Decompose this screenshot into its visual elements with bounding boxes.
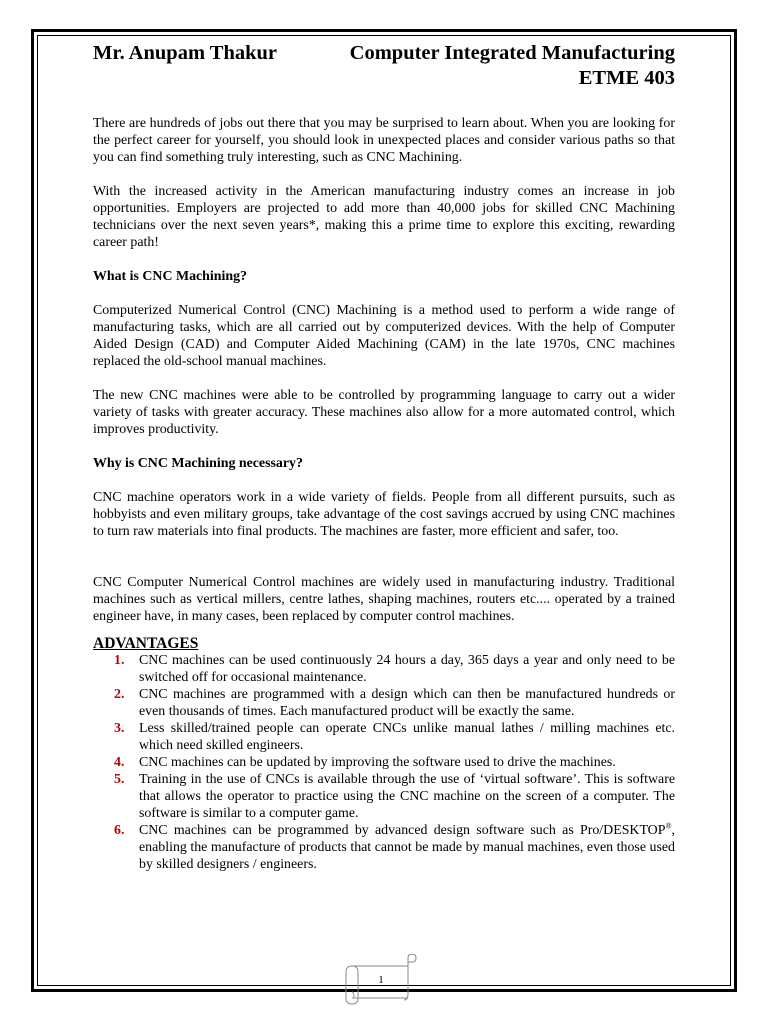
list-number: 3. xyxy=(114,721,125,736)
list-item xyxy=(93,686,675,720)
course-info xyxy=(350,41,675,91)
paragraph-operators: CNC machine operators work in a wide variety of fields. People from all different pursuits, such as hobbyists and even military groups, take advantage of the cost savings accrued by using CNC machines to turn raw materials into final products. The machines are faster, more efficient and safer, too. xyxy=(93,490,675,539)
list-number: 1. xyxy=(114,653,125,668)
list-item-text-after: , enabling the manufacture of products that cannot be made by manual machines, even those used by skilled designers / engineers. xyxy=(139,823,675,872)
list-item xyxy=(93,720,675,754)
page-number: 1 xyxy=(378,974,384,986)
list-item xyxy=(93,754,675,771)
list-item-text-before: CNC machines can be programmed by advanced design software such as Pro/DESKTOP xyxy=(139,823,666,838)
page-content xyxy=(93,41,675,873)
list-item-text: CNC machines can be updated by improving the software used to drive the machines. xyxy=(139,755,616,770)
list-item-text: Training in the use of CNCs is available through the use of ‘virtual software’. This is software that allows the operator to practice using the CNC machine on the screen of a computer. The software is similar to a computer game. xyxy=(139,772,675,821)
course-title: Computer Integrated Manufacturing xyxy=(349,42,675,64)
page-header xyxy=(93,41,675,91)
paragraph-new-cnc-machines: The new CNC machines were able to be controlled by programming language to carry out a wider variety of tasks with greater accuracy. These machines also allow for a more automated control, which improves productivity. xyxy=(93,388,675,437)
list-number: 5. xyxy=(114,772,125,787)
list-item-text: Less skilled/trained people can operate CNCs unlike manual lathes / milling machines etc. which need skilled engineers. xyxy=(139,721,675,753)
registered-mark: ® xyxy=(665,821,672,831)
list-number: 4. xyxy=(114,755,125,770)
list-item xyxy=(93,652,675,686)
list-item xyxy=(93,771,675,822)
paragraph-job-opportunities: With the increased activity in the American manufacturing industry comes an increase in job opportunities. Employers are projected to add more than 40,000 jobs for skilled CNC Machining technicians over the next seven years*, making this a prime time to explore this exciting, rewarding career path! xyxy=(93,184,675,250)
list-number: 2. xyxy=(114,687,125,702)
author-name: Mr. Anupam Thakur xyxy=(93,42,277,64)
advantages-list xyxy=(93,652,675,873)
paragraph-intro: There are hundreds of jobs out there that you may be surprised to learn about. When you are looking for the perfect career for yourself, you should look in unexpected places and consider various paths so that you can find something truly interesting, such as CNC Machining. xyxy=(93,116,675,165)
course-code: ETME 403 xyxy=(578,67,675,89)
heading-why-necessary: Why is CNC Machining necessary? xyxy=(93,456,303,471)
paragraph-cnc-industry: CNC Computer Numerical Control machines are widely used in manufacturing industry. Traditional machines such as vertical millers, centre lathes, shaping machines, routers etc.... operated by a trained engineer have, in many cases, been replaced by computer control machines. xyxy=(93,575,675,624)
advantages-heading: ADVANTAGES xyxy=(93,635,199,652)
heading-what-is-cnc: What is CNC Machining? xyxy=(93,269,247,284)
paragraph-cnc-definition: Computerized Numerical Control (CNC) Machining is a method used to perform a wide range of manufacturing tasks, which are all carried out by computerized devices. With the help of Computer Aided Design (CAD) and Computer Aided Machining (CAM) in the late 1970s, CNC machines replaced the old-school manual machines. xyxy=(93,303,675,369)
list-item xyxy=(93,822,675,873)
list-item-text: CNC machines are programmed with a design which can then be manufactured hundreds or even thousands of times. Each manufactured product will be exactly the same. xyxy=(139,687,675,719)
list-number: 6. xyxy=(114,823,125,838)
list-item-text: CNC machines can be used continuously 24 hours a day, 365 days a year and only need to be switched off for occasional maintenance. xyxy=(139,653,675,685)
page-number-scroll xyxy=(344,954,418,1006)
